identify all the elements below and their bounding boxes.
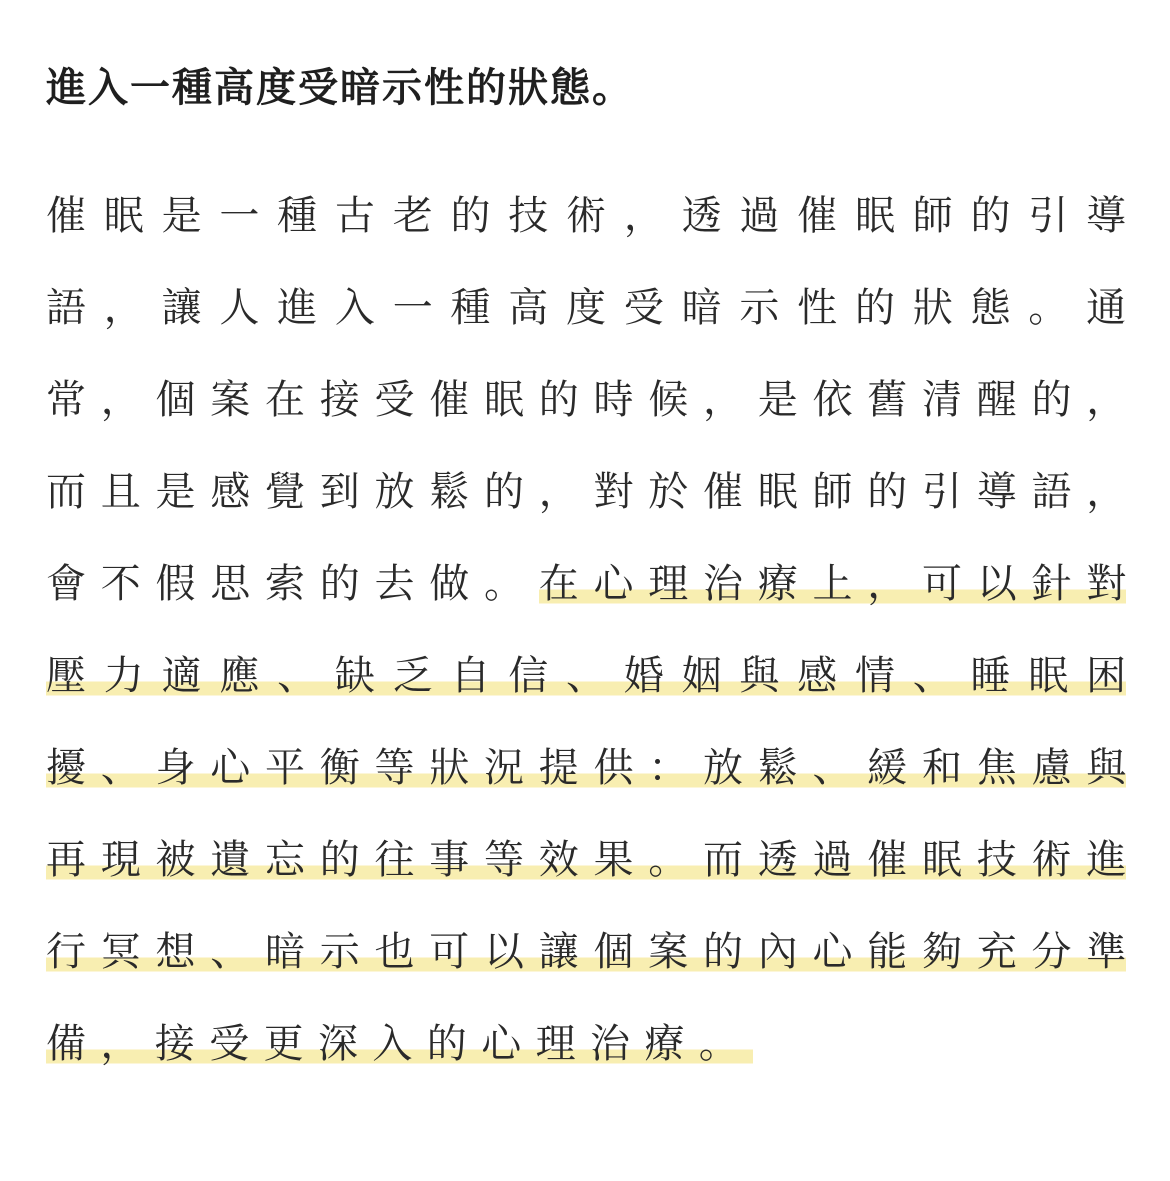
highlighted-text: 壓力適應、缺乏自信、婚姻與感情、睡眠困 — [46, 653, 1127, 699]
line-text: 催眠是一種古老的技術，透過催眠師的引導 — [46, 193, 1127, 239]
paragraph-line — [46, 546, 1126, 638]
highlighted-text: 行冥想、暗示也可以讓個案的內心能夠充分準 — [46, 929, 1127, 975]
paragraph-line — [46, 1006, 1126, 1098]
paragraph-line — [46, 178, 1126, 270]
highlighted-text: 再現被遺忘的往事等效果。而透過催眠技術進 — [46, 837, 1127, 883]
article-paragraph — [46, 178, 1126, 1098]
paragraph-line — [46, 914, 1126, 1006]
paragraph-line — [46, 270, 1126, 362]
paragraph-line — [46, 362, 1126, 454]
highlighted-text: 備，接受更深入的心理治療。 — [46, 1021, 754, 1067]
line-text: 語，讓人進入一種高度受暗示性的狀態。通 — [46, 285, 1127, 331]
line-text: 會不假思索的去做。 — [46, 561, 539, 607]
paragraph-line — [46, 638, 1126, 730]
line-text: 常，個案在接受催眠的時候，是依舊清醒的， — [46, 377, 1127, 423]
line-text: 而且是感覺到放鬆的，對於催眠師的引導語， — [46, 469, 1127, 515]
paragraph-line — [46, 730, 1126, 822]
highlighted-text: 擾、身心平衡等狀況提供：放鬆、緩和焦慮與 — [46, 745, 1127, 791]
paragraph-line — [46, 822, 1126, 914]
highlighted-text: 在心理治療上，可以針對 — [538, 561, 1127, 607]
section-heading: 進入一種高度受暗示性的狀態。 — [46, 65, 634, 111]
paragraph-line — [46, 454, 1126, 546]
